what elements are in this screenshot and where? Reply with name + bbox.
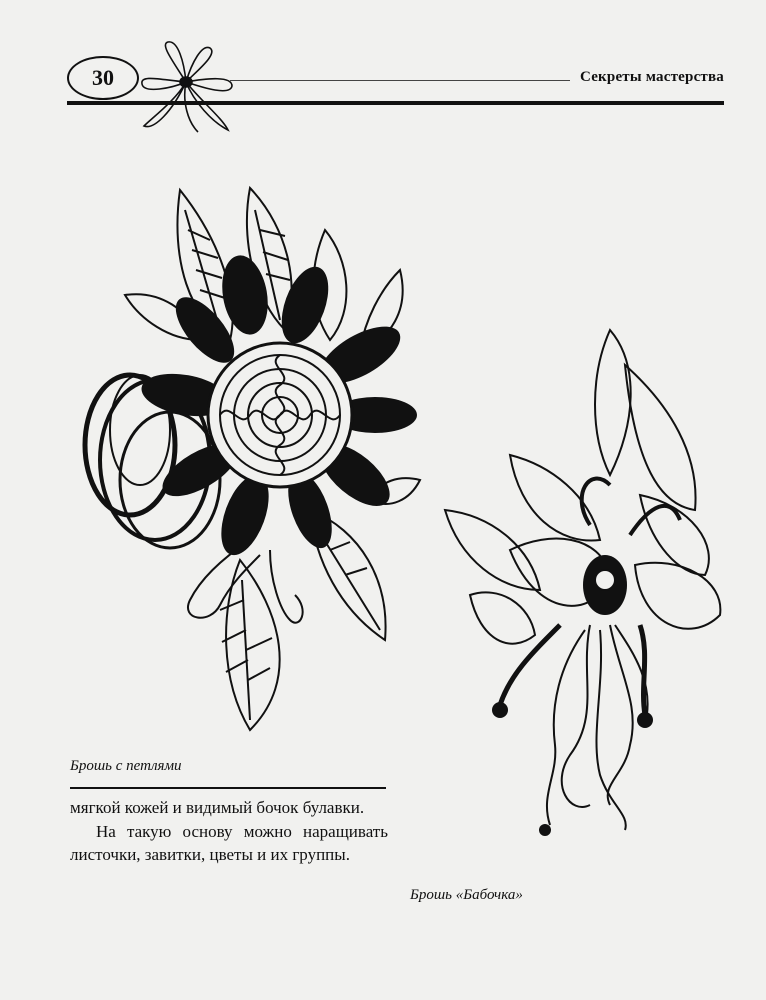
page-number <box>67 56 139 100</box>
butterfly-brooch-illustration <box>440 325 730 845</box>
body-text <box>70 796 388 867</box>
bow-ornament-icon <box>132 40 240 136</box>
header-divider-thin <box>230 80 570 81</box>
running-title: Секреты мастерства <box>579 69 724 85</box>
body-paragraph-1: мягкой кожей и видимый бочок булавки. <box>70 798 365 817</box>
body-paragraph-2: На такую основу можно наращивать листочки, завитки, цветы и их группы. <box>70 821 388 864</box>
header-divider-thick <box>67 101 724 105</box>
caption-divider <box>70 787 386 789</box>
page-number-text: 30 <box>92 65 114 90</box>
loops-brooch-illustration <box>70 180 435 735</box>
butterfly-brooch-caption: Брошь «Бабочка» <box>410 887 523 903</box>
loops-brooch-caption: Брошь с петлями <box>70 758 182 774</box>
